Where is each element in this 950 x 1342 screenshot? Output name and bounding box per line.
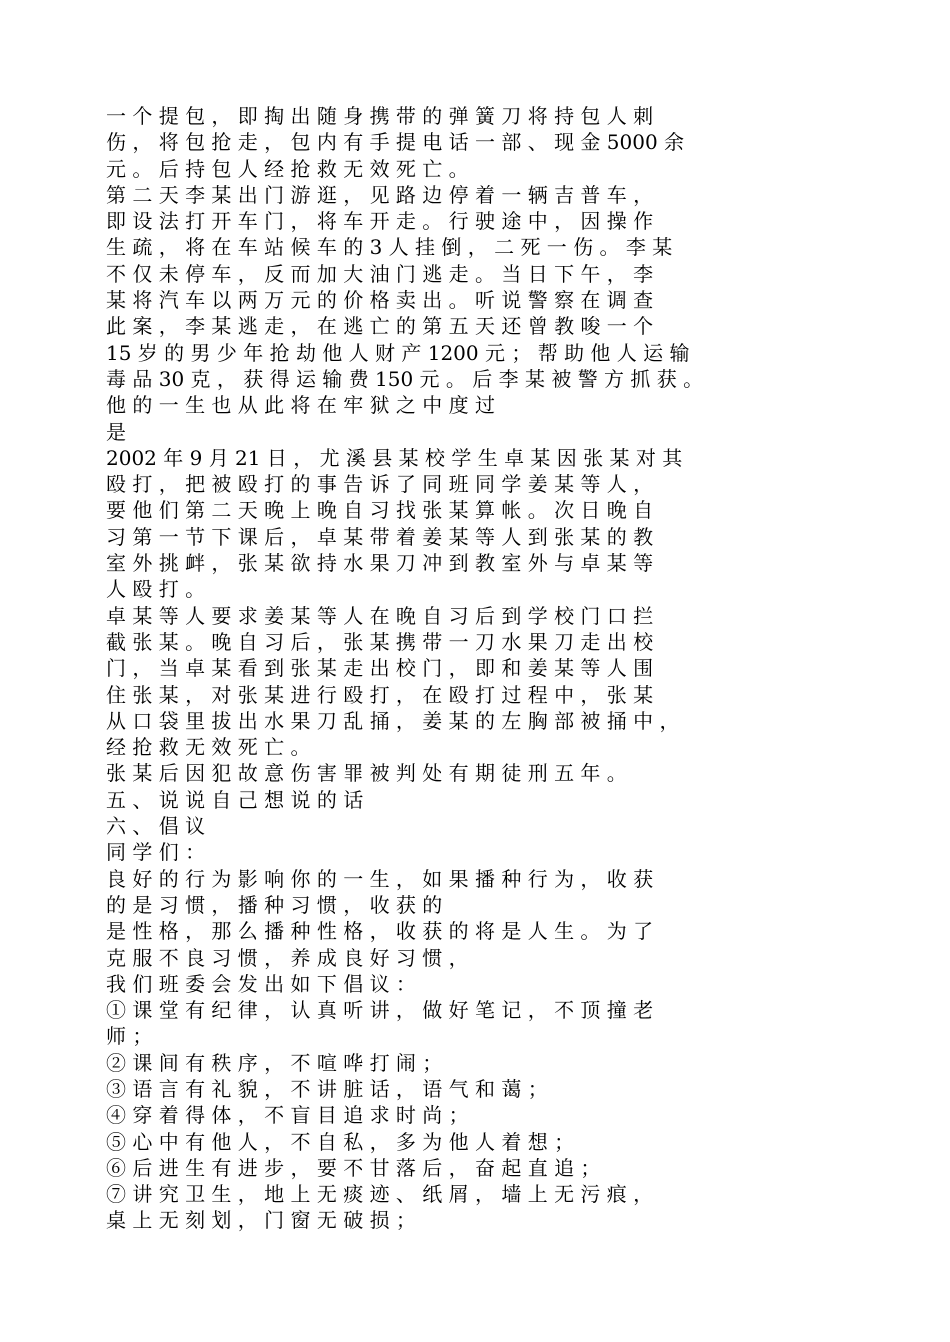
text-line: 人 殴 打 。 <box>106 577 206 602</box>
text-line: 毒 品 30 克 ， 获 得 运 输 费 150 元 。 后 李 某 被 警 方 抓 获 。 <box>106 366 704 391</box>
section-heading: 五 、 说 说 自 己 想 说 的 话 <box>106 787 364 812</box>
text-line: 即 设 法 打 开 车 门 ， 将 车 开 走 。 行 驶 途 中 ， 因 操 作 <box>106 209 654 234</box>
text-line: 要 他 们 第 二 天 晚 上 晚 自 习 找 张 某 算 帐 。 次 日 晚 自 <box>106 498 654 523</box>
list-item: ⑤ 心 中 有 他 人 ， 不 自 私 ， 多 为 他 人 着 想 ； <box>106 1129 575 1154</box>
list-item: 桌 上 无 刻 划 ， 门 窗 无 破 损 ； <box>106 1208 416 1233</box>
text-line: 从 口 袋 里 拔 出 水 果 刀 乱 捅 ， 姜 某 的 左 胸 部 被 捅 中 ， <box>106 708 680 733</box>
list-item: ⑥ 后 进 生 有 进 步 ， 要 不 甘 落 后 ， 奋 起 直 追 ； <box>106 1155 601 1180</box>
text-line: 2002 年 9 月 21 日 ， 尤 溪 县 某 校 学 生 卓 某 因 张 某 对 其 <box>106 445 683 470</box>
salutation: 同 学 们 ： <box>106 840 206 865</box>
text-line: 第 二 天 李 某 出 门 游 逛 ， 见 路 边 停 着 一 辆 吉 普 车 ， <box>106 182 654 207</box>
text-line: 克 服 不 良 习 惯 ， 养 成 良 好 习 惯 ， <box>106 945 469 970</box>
text-line: 的 是 习 惯 ， 播 种 习 惯 ， 收 获 的 <box>106 892 443 917</box>
text-line: 他 的 一 生 也 从 此 将 在 牢 狱 之 中 度 过 <box>106 393 496 418</box>
list-item: ⑦ 讲 究 卫 生 ， 地 上 无 痰 迹 、 纸 屑 ， 墙 上 无 污 痕 ， <box>106 1182 654 1207</box>
list-item: 师 ； <box>106 1024 153 1049</box>
text-line: 住 张 某 ， 对 张 某 进 行 殴 打 ， 在 殴 打 过 程 中 ， 张 某 <box>106 682 654 707</box>
text-line: 是 <box>106 419 126 444</box>
text-line: 截 张 某 。 晚 自 习 后 ， 张 某 携 带 一 刀 水 果 刀 走 出 校 <box>106 629 654 654</box>
list-item: ① 课 堂 有 纪 律 ， 认 真 听 讲 ， 做 好 笔 记 ， 不 顶 撞 老 <box>106 998 654 1023</box>
text-line: 张 某 后 因 犯 故 意 伤 害 罪 被 判 处 有 期 徒 刑 五 年 。 <box>106 761 627 786</box>
list-item: ③ 语 言 有 礼 貌 ， 不 讲 脏 话 ， 语 气 和 蔼 ； <box>106 1076 548 1101</box>
text-line: 殴 打 ， 把 被 殴 打 的 事 告 诉 了 同 班 同 学 姜 某 等 人 ， <box>106 472 654 497</box>
list-item: ④ 穿 着 得 体 ， 不 盲 目 追 求 时 尚 ； <box>106 1103 469 1128</box>
text-line: 15 岁 的 男 少 年 抢 劫 他 人 财 产 1200 元 ； 帮 助 他 人 运 输 <box>106 340 690 365</box>
section-heading: 六 、 倡 议 <box>106 814 206 839</box>
text-line: 不 仅 未 停 车 ， 反 而 加 大 油 门 逃 走 。 当 日 下 午 ， 李 <box>106 261 654 286</box>
text-line: 一 个 提 包 ， 即 掏 出 随 身 携 带 的 弹 簧 刀 将 持 包 人 刺 <box>106 104 654 128</box>
list-item: ② 课 间 有 秩 序 ， 不 喧 哗 打 闹 ； <box>106 1050 443 1075</box>
text-line: 某 将 汽 车 以 两 万 元 的 价 格 卖 出 。 听 说 警 察 在 调 查 <box>106 288 654 313</box>
text-line: 是 性 格 ， 那 么 播 种 性 格 ， 收 获 的 将 是 人 生 。 为 了 <box>106 919 654 944</box>
text-line: 生 疏 ， 将 在 车 站 候 车 的 3 人 挂 倒 ， 二 死 一 伤 。 李 某 <box>106 235 673 260</box>
text-line: 良 好 的 行 为 影 响 你 的 一 生 ， 如 果 播 种 行 为 ， 收 获 <box>106 866 654 891</box>
text-line: 室 外 挑 衅 ， 张 某 欲 持 水 果 刀 冲 到 教 室 外 与 卓 某 等 <box>106 551 654 576</box>
text-line: 习 第 一 节 下 课 后 ， 卓 某 带 着 姜 某 等 人 到 张 某 的 教 <box>106 524 654 549</box>
text-line: 门 ， 当 卓 某 看 到 张 某 走 出 校 门 ， 即 和 姜 某 等 人 围 <box>106 656 654 681</box>
text-line: 经 抢 救 无 效 死 亡 。 <box>106 735 311 760</box>
text-line: 伤 ， 将 包 抢 走 ， 包 内 有 手 提 电 话 一 部 、 现 金 5000 余 <box>106 130 685 155</box>
text-line: 元 。 后 持 包 人 经 抢 救 无 效 死 亡 。 <box>106 156 469 181</box>
document-body <box>106 103 866 1234</box>
text-line: 卓 某 等 人 要 求 姜 某 等 人 在 晚 自 习 后 到 学 校 门 口 拦 <box>106 603 654 628</box>
text-line: 此 案 ， 李 某 逃 走 ， 在 逃 亡 的 第 五 天 还 曾 教 唆 一 个 <box>106 314 654 339</box>
text-line: 我 们 班 委 会 发 出 如 下 倡 议 ： <box>106 971 416 996</box>
